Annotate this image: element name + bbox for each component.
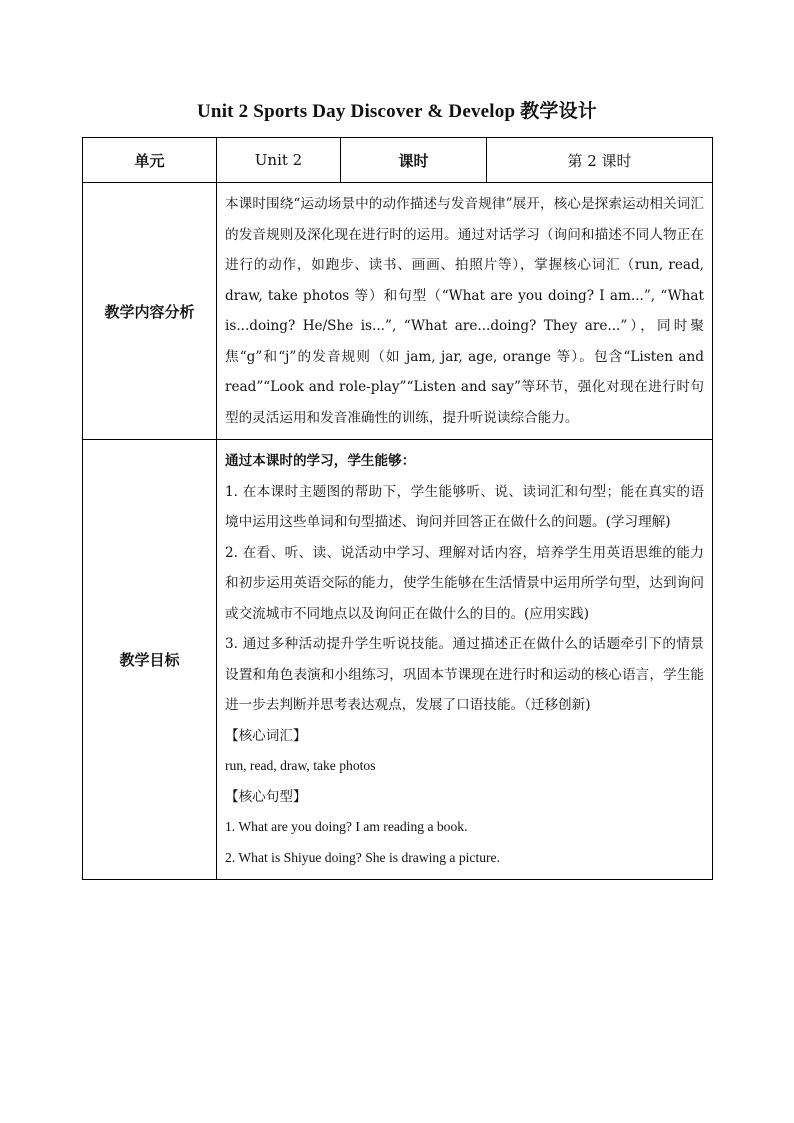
objectives-label: 教学目标: [83, 440, 217, 880]
content-analysis-row: [83, 183, 713, 440]
sentence-item: 2. What is Shiyue doing? She is drawing a picture.: [225, 849, 500, 865]
unit-label: 单元: [83, 138, 217, 183]
objectives-intro: 通过本课时的学习，学生能够：: [225, 453, 416, 469]
period-value: 第 2 课时: [487, 138, 713, 183]
content-analysis-cell: [217, 183, 713, 440]
page-title: Unit 2 Sports Day Discover & Develop 教学设计: [197, 101, 597, 122]
period-label: 课时: [341, 138, 487, 183]
objective-item: 2. 在看、听、读、说活动中学习、理解对话内容，培养学生用英语思维的能力和初步运用英语交际的能力，使学生能够在生活情景中运用所学句型，达到询问或交流城市不同地点以及询问正在做什么的目的。(应用实践): [225, 544, 704, 622]
objectives-cell: [217, 440, 713, 880]
vocab-heading: 【核心词汇】: [225, 727, 307, 744]
objective-item: 3. 通过多种活动提升学生听说技能。通过描述正在做什么的话题牵引下的情景设置和角色表演和小组练习，巩固本节课现在进行时和运动的核心语言，学生能进一步去判断并思考表达观点，发展了口语技能。（迁移创新): [225, 636, 704, 713]
unit-value: Unit 2: [217, 138, 341, 183]
objectives-row: [83, 440, 713, 880]
content-analysis-label: 教学内容分析: [83, 183, 217, 440]
objective-item: 1. 在本课时主题图的帮助下，学生能够听、说、读词汇和句型；能在真实的语境中运用这些单词和句型描述、询问并回答正在做什么的问题。(学习理解): [225, 483, 704, 530]
vocab-list: run, read, draw, take photos: [225, 758, 376, 773]
sentence-item: 1. What are you doing? I am reading a book.: [225, 819, 468, 834]
lesson-plan-table: [82, 137, 713, 880]
content-analysis-text: 本课时围绕“运动场景中的动作描述与发音规律”展开，核心是探索运动相关词汇的发音规则及深化现在进行时的运用。通过对话学习（询问和描述不同人物正在进行的动作，如跑步、读书、画画、拍照片等），掌握核心词汇（run, read, draw, take photos 等）和句型（“What are you doing? I am...”, “What is...doing? He/She is...”, “What are...doing? They are...”），同时聚焦“g”和“j”的发音规则（如 jam, jar, age, orange 等）。包含“Listen and read”“Look and role-play”“Listen and say”等环节，强化对现在进行时句型的灵活运用和发音准确性的训练，提升听说读综合能力。: [225, 196, 704, 426]
sentence-heading: 【核心句型】: [225, 788, 307, 805]
header-row: [83, 138, 713, 183]
